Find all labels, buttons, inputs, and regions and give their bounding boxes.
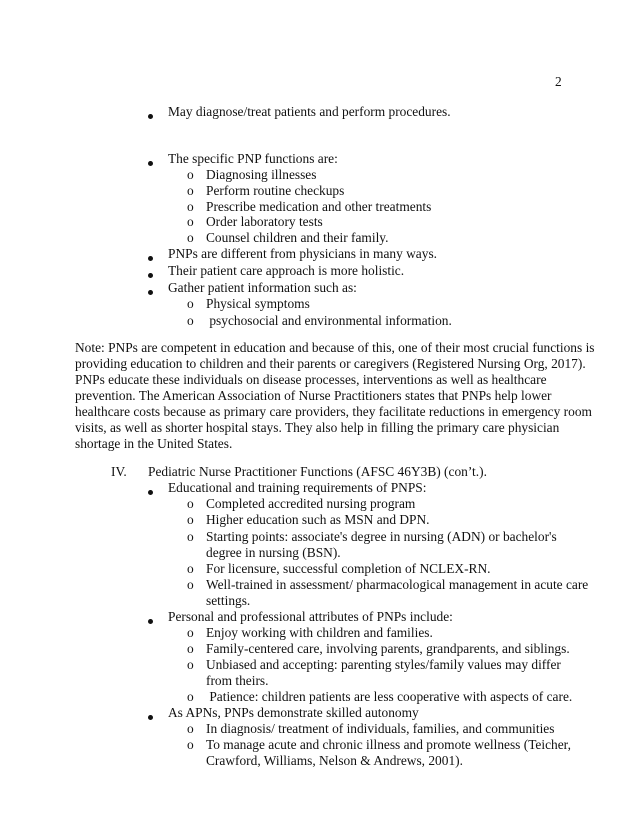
sub-item-cont: degree in nursing (BSN). [206,545,341,560]
sub-item: In diagnosis/ treatment of individuals, families, and communities [206,721,555,736]
bullet-icon [148,283,153,299]
sub-marker: o [187,296,194,311]
bullet-text: As APNs, PNPs demonstrate skilled autonomy [168,705,419,720]
note-line: visits, as well as shorter hospital stays. They also help in filling the primary care physician [75,420,560,435]
bullet-text: Educational and training requirements of PNPS: [168,480,427,495]
sub-item: Family-centered care, involving parents, grandparents, and siblings. [206,641,570,656]
sub-item: Patience: children patients are less cooperative with aspects of care. [206,689,573,704]
bullet-icon [148,708,153,724]
bullet-icon [148,154,153,170]
note-line: healthcare costs because as primary care providers, they facilitate reductions in emergency room [75,404,592,419]
sub-marker: o [187,529,194,544]
bullet-icon [148,249,153,265]
sub-item: Prescribe medication and other treatments [206,199,432,214]
bullet-text: Their patient care approach is more holistic. [168,263,405,278]
bullet-text: PNPs are different from physicians in many ways. [168,246,438,261]
sub-marker: o [187,641,194,656]
sub-marker: o [187,721,194,736]
sub-marker: o [187,313,194,328]
sub-item: Completed accredited nursing program [206,496,416,511]
sub-marker: o [187,512,194,527]
sub-marker: o [187,214,194,229]
sub-item-cont: from theirs. [206,673,269,688]
section-title: Pediatric Nurse Practitioner Functions (AFSC 46Y3B) (con’t.). [148,464,487,479]
bullet-text: Gather patient information such as: [168,280,357,295]
bullet-text: Personal and professional attributes of PNPs include: [168,609,453,624]
sub-item-cont: Crawford, Williams, Nelson & Andrews, 2001). [206,753,463,768]
sub-item: Unbiased and accepting: parenting styles/family values may differ [206,657,561,672]
sub-marker: o [187,577,194,592]
sub-item: Enjoy working with children and families. [206,625,433,640]
sub-marker: o [187,167,194,182]
sub-marker: o [187,230,194,245]
sub-marker: o [187,689,194,704]
sub-item: Higher education such as MSN and DPN. [206,512,430,527]
note-line: PNPs educate these individuals on disease processes, interventions as well as healthcare [75,372,547,387]
sub-item-cont: settings. [206,593,251,608]
bullet-text: May diagnose/treat patients and perform procedures. [168,104,451,119]
sub-marker: o [187,657,194,672]
sub-item: Starting points: associate's degree in nursing (ADN) or bachelor's [206,529,557,544]
bullet-icon [148,612,153,628]
bullet-icon [148,266,153,282]
sub-item: Order laboratory tests [206,214,323,229]
sub-item: Perform routine checkups [206,183,345,198]
sub-item: Well-trained in assessment/ pharmacological management in acute care [206,577,589,592]
sub-marker: o [187,625,194,640]
sub-item: Physical symptoms [206,296,310,311]
note-line: shortage in the United States. [75,436,233,451]
sub-item: psychosocial and environmental information. [206,313,452,328]
sub-marker: o [187,561,194,576]
bullet-icon [148,107,153,123]
section-numeral: IV. [111,464,127,479]
sub-item: For licensure, successful completion of NCLEX-RN. [206,561,491,576]
note-line: Note: PNPs are competent in education and because of this, one of their most crucial functions is [75,340,595,355]
sub-marker: o [187,496,194,511]
sub-item: Diagnosing illnesses [206,167,317,182]
note-line: prevention. The American Association of Nurse Practitioners states that PNPs help lower [75,388,552,403]
bullet-text: The specific PNP functions are: [168,151,338,166]
sub-item: To manage acute and chronic illness and promote wellness (Teicher, [206,737,571,752]
sub-item: Counsel children and their family. [206,230,389,245]
bullet-icon [148,483,153,499]
sub-marker: o [187,737,194,752]
sub-marker: o [187,199,194,214]
sub-marker: o [187,183,194,198]
page-number: 2 [555,74,562,89]
note-line: providing education to children and their parents or caregivers (Registered Nursing Org, 2017). [75,356,586,371]
